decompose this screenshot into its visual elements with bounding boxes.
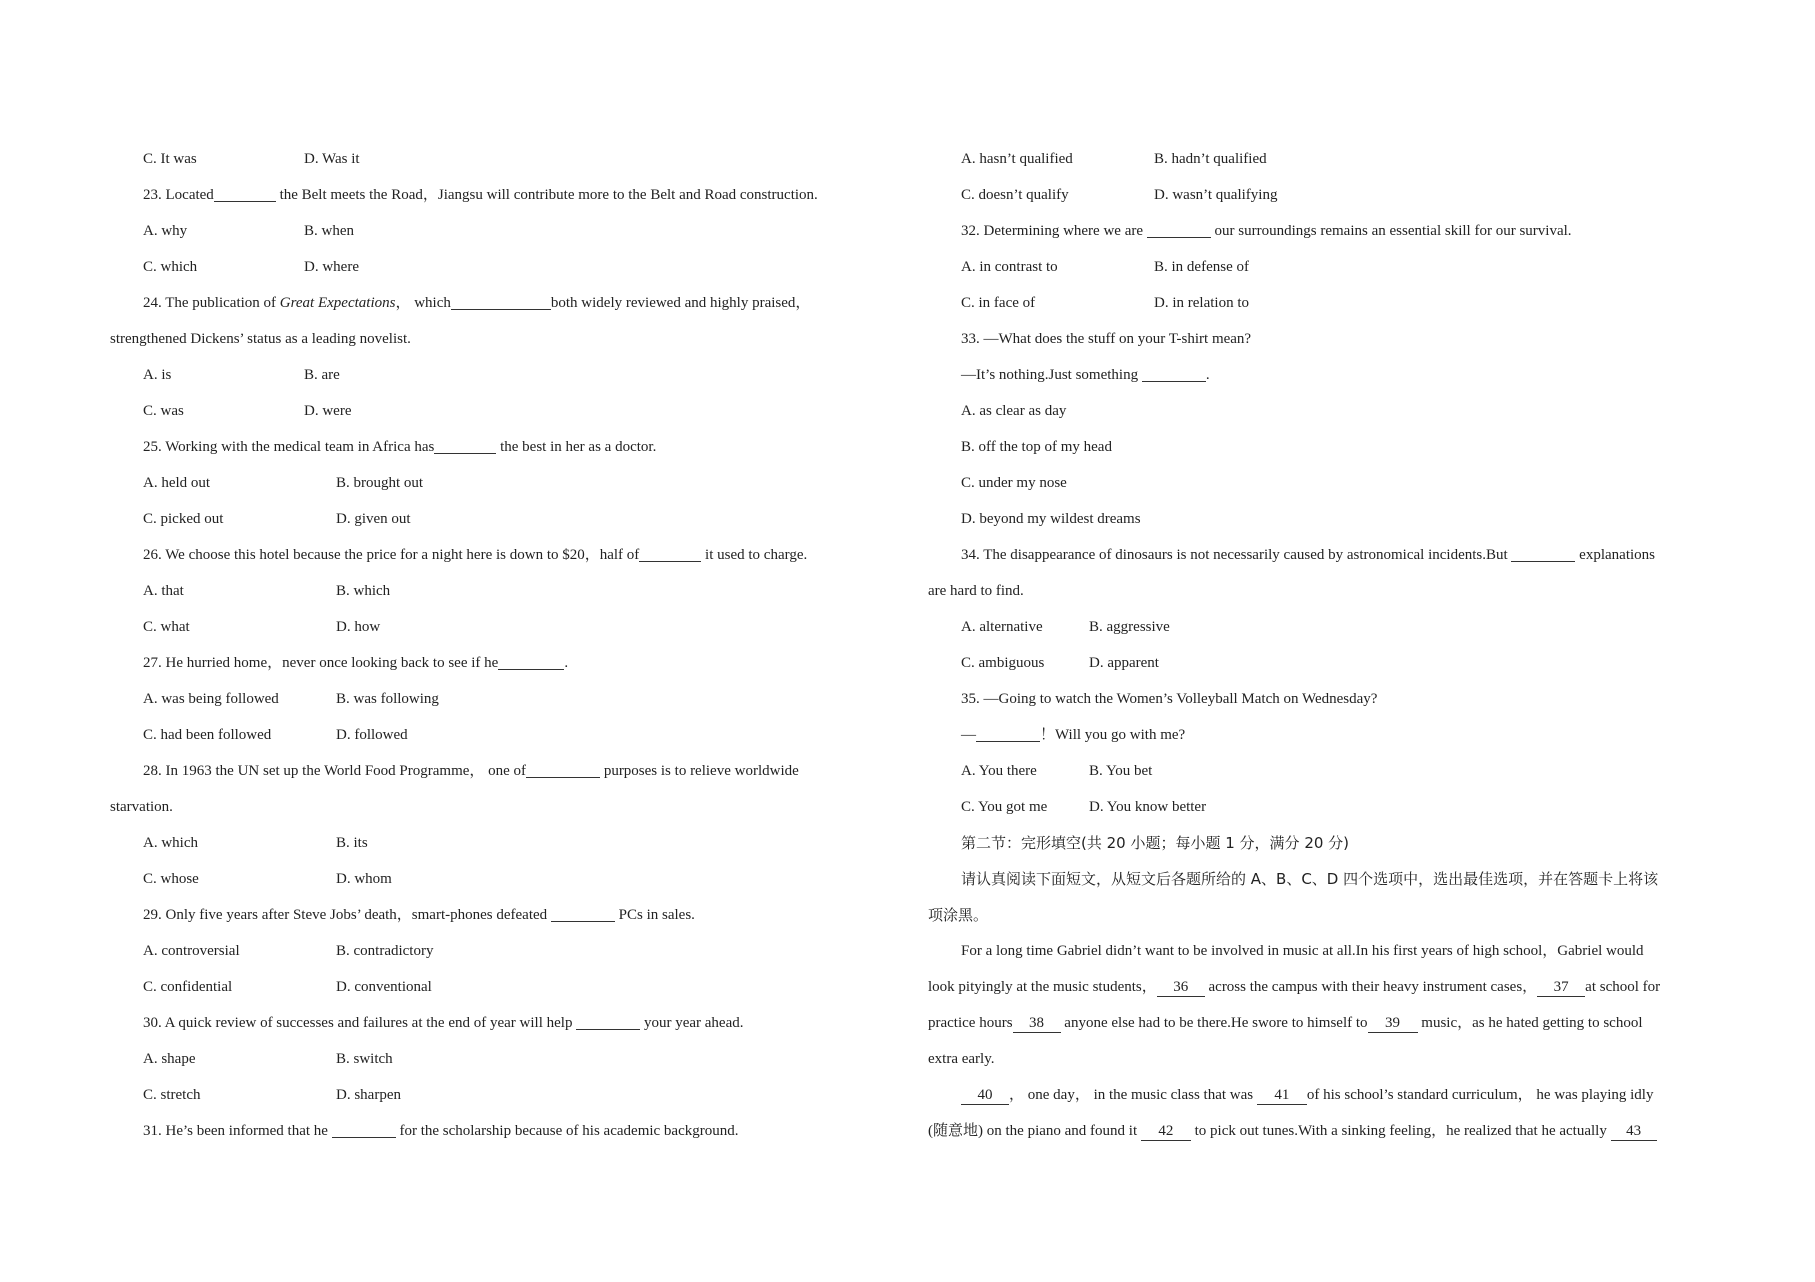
question-33-reply (928, 357, 1711, 393)
option-c: C. confidential (143, 979, 233, 995)
passage-text: music，as he hated getting to school (1417, 1015, 1643, 1031)
option-c: C. had been followed (143, 727, 272, 743)
question-31 (110, 1113, 896, 1149)
passage-text: to pick out tunes.With a sinking feeling，he realized that he actually (1190, 1123, 1611, 1139)
question-34 (928, 537, 1711, 573)
question-28-continued: starvation. (110, 799, 173, 815)
option-c: C. in face of (961, 295, 1036, 311)
question-text: your year ahead. (640, 1015, 744, 1031)
option-a: A. shape (143, 1051, 196, 1067)
passage-line-5 (928, 1077, 1711, 1113)
answer-blank (1147, 222, 1211, 238)
option-a: A. was being followed (143, 691, 279, 707)
answer-blank (1142, 366, 1206, 382)
question-text: 29. Only five years after Steve Jobs’ death，smart-phones defeated (143, 907, 551, 923)
option-d: D. beyond my wildest dreams (961, 511, 1141, 527)
option-c: C. what (143, 619, 190, 635)
question-text: both widely reviewed and highly praised， (550, 295, 811, 311)
question-text: 31. He’s been informed that he (143, 1123, 332, 1139)
option-d: D. Was it (304, 151, 360, 167)
option-d: D. followed (336, 727, 408, 743)
question-text: — (961, 727, 976, 743)
option-a: A. held out (143, 475, 211, 491)
cloze-blank-37: 37 (1537, 978, 1585, 997)
question-24 (110, 285, 896, 321)
question-29 (110, 897, 896, 933)
question-24-continued: strengthened Dickens’ status as a leading novelist. (110, 331, 411, 347)
passage-text: ， one day， in the music class that was (1009, 1087, 1257, 1103)
question-text: 25. Working with the medical team in Africa has (143, 439, 435, 455)
passage-text: (随意地) on the piano and found it (928, 1123, 1141, 1139)
question-text: . (1205, 367, 1210, 383)
q24-options-cd (110, 393, 896, 429)
cloze-blank-38: 38 (1013, 1014, 1061, 1033)
cloze-blank-42: 42 (1141, 1122, 1191, 1141)
q27-options-cd (110, 717, 896, 753)
option-a: A. controversial (143, 943, 240, 959)
option-c: C. whose (143, 871, 199, 887)
q32-options-cd (928, 285, 1711, 321)
option-d: D. wasn’t qualifying (1154, 187, 1278, 203)
q27-options-ab (110, 681, 896, 717)
passage-text: anyone else had to be there.He swore to himself to (1060, 1015, 1368, 1031)
q24-options-ab (110, 357, 896, 393)
q28-options-ab (110, 825, 896, 861)
option-a: A. which (143, 835, 198, 851)
option-d: D. given out (336, 511, 411, 527)
question-23 (110, 177, 896, 213)
option-b: B. in defense of (1154, 259, 1249, 275)
q31-options-cd (928, 177, 1711, 213)
option-b: B. hadn’t qualified (1154, 151, 1267, 167)
option-b: B. switch (336, 1051, 393, 1067)
option-c: C. was (143, 403, 184, 419)
right-column (928, 141, 1711, 1149)
question-text: 23. Located (143, 187, 214, 203)
option-b: B. was following (336, 691, 439, 707)
option-d: D. how (336, 619, 381, 635)
cloze-blank-43: 43 (1611, 1122, 1657, 1141)
passage-line-2 (928, 969, 1711, 1005)
section-2-heading: 第二节：完形填空(共 20 小题；每小题 1 分，满分 20 分) (961, 834, 1350, 852)
q32-options-ab (928, 249, 1711, 285)
option-a: A. hasn’t qualified (961, 151, 1073, 167)
answer-blank (976, 726, 1040, 742)
question-28 (110, 753, 896, 789)
question-text: 28. In 1963 the UN set up the World Food Programme， one of (143, 763, 527, 779)
q31-options-ab (928, 141, 1711, 177)
q30-options-cd (110, 1077, 896, 1113)
answer-blank (551, 906, 615, 922)
instructions: 请认真阅读下面短文，从短文后各题所给的 A、B、C、D 四个选项中，选出最佳选项，并在答题卡上将该 (961, 870, 1659, 888)
q23-options-ab (110, 213, 896, 249)
q23-options-cd (110, 249, 896, 285)
option-c: C. You got me (961, 799, 1048, 815)
question-27 (110, 645, 896, 681)
option-a: A. as clear as day (961, 403, 1067, 419)
passage-text: of his school’s standard curriculum， he was playing idly (1306, 1087, 1654, 1103)
option-c: C. picked out (143, 511, 224, 527)
question-30 (110, 1005, 896, 1041)
answer-blank (576, 1014, 640, 1030)
q28-options-cd (110, 861, 896, 897)
question-35: 35. —Going to watch the Women’s Volleyball Match on Wednesday? (961, 691, 1378, 707)
question-text: 32. Determining where we are (961, 223, 1147, 239)
instructions-continued: 项涂黑。 (928, 906, 989, 924)
book-title: Great Expectations (279, 295, 396, 311)
question-text: 27. He hurried home，never once looking back to see if he (143, 655, 499, 671)
option-d: D. whom (336, 871, 392, 887)
option-d: D. were (304, 403, 352, 419)
cloze-blank-39: 39 (1368, 1014, 1418, 1033)
q25-options-ab (110, 465, 896, 501)
q30-options-ab (110, 1041, 896, 1077)
q34-options-ab (928, 609, 1711, 645)
option-d: D. in relation to (1154, 295, 1249, 311)
question-text: 30. A quick review of successes and failures at the end of year will help (143, 1015, 577, 1031)
q26-options-ab (110, 573, 896, 609)
passage-text: across the campus with their heavy instrument cases， (1204, 979, 1538, 995)
option-c: C. stretch (143, 1087, 201, 1103)
q29-options-ab (110, 933, 896, 969)
option-b: B. contradictory (336, 943, 434, 959)
question-text: ！Will you go with me? (1040, 727, 1186, 743)
q22-options-cd (110, 141, 896, 177)
option-a: A. that (143, 583, 184, 599)
q35-options-cd (928, 789, 1711, 825)
question-text: 26. We choose this hotel because the price for a night here is down to $20，half of (143, 547, 640, 563)
option-c: C. under my nose (961, 475, 1067, 491)
option-b: B. its (336, 835, 368, 851)
option-c: C. which (143, 259, 198, 275)
question-34-continued: are hard to find. (928, 583, 1024, 599)
question-32 (928, 213, 1711, 249)
option-d: D. You know better (1089, 799, 1207, 815)
passage-text: look pityingly at the music students， (928, 979, 1157, 995)
option-b: B. You bet (1089, 763, 1153, 779)
question-text: explanations (1575, 547, 1655, 563)
question-text: it used to charge. (701, 547, 808, 563)
option-c: C. ambiguous (961, 655, 1045, 671)
question-text: . (564, 655, 569, 671)
option-d: D. where (304, 259, 359, 275)
q26-options-cd (110, 609, 896, 645)
passage-line-6 (928, 1113, 1711, 1149)
answer-blank (1511, 546, 1575, 562)
option-d: D. apparent (1089, 655, 1159, 671)
question-text: 34. The disappearance of dinosaurs is not necessarily caused by astronomical incidents.But (961, 547, 1512, 563)
question-text: —It’s nothing.Just something (961, 367, 1142, 383)
question-text: the Belt meets the Road，Jiangsu will contribute more to the Belt and Road construction. (275, 187, 818, 203)
q25-options-cd (110, 501, 896, 537)
option-c: C. It was (143, 151, 197, 167)
option-a: A. alternative (961, 619, 1043, 635)
option-d: D. conventional (336, 979, 432, 995)
option-a: A. why (143, 223, 188, 239)
option-b: B. are (304, 367, 340, 383)
cloze-blank-41: 41 (1257, 1086, 1307, 1105)
question-26 (110, 537, 896, 573)
option-b: B. off the top of my head (961, 439, 1112, 455)
question-text: the best in her as a doctor. (496, 439, 657, 455)
q29-options-cd (110, 969, 896, 1005)
option-a: A. in contrast to (961, 259, 1058, 275)
passage-text: practice hours (928, 1015, 1013, 1031)
passage-line-1: For a long time Gabriel didn’t want to be involved in music at all.In his first years of high school，Gabriel would (961, 943, 1644, 959)
question-text: purposes is to relieve worldwide (600, 763, 799, 779)
question-text: PCs in sales. (614, 907, 695, 923)
left-column (110, 141, 896, 1149)
option-a: A. You there (961, 763, 1037, 779)
answer-blank (214, 186, 276, 202)
option-a: A. is (143, 367, 172, 383)
passage-line-4: extra early. (928, 1051, 995, 1067)
answer-blank (639, 546, 701, 562)
question-33: 33. —What does the stuff on your T-shirt mean? (961, 331, 1252, 347)
option-b: B. which (336, 583, 391, 599)
question-25 (110, 429, 896, 465)
question-text: our surroundings remains an essential skill for our survival. (1210, 223, 1572, 239)
cloze-blank-40: 40 (961, 1086, 1009, 1105)
option-b: B. brought out (336, 475, 424, 491)
question-text: ， which (395, 295, 451, 311)
option-b: B. aggressive (1089, 619, 1170, 635)
q35-options-ab (928, 753, 1711, 789)
answer-blank (498, 654, 564, 670)
passage-text: at school for (1585, 979, 1661, 995)
answer-blank (526, 762, 600, 778)
answer-blank (434, 438, 496, 454)
option-b: B. when (304, 223, 354, 239)
passage-line-3 (928, 1005, 1711, 1041)
q34-options-cd (928, 645, 1711, 681)
question-35-reply (928, 717, 1711, 753)
option-c: C. doesn’t qualify (961, 187, 1069, 203)
question-text: for the scholarship because of his academic background. (395, 1123, 739, 1139)
answer-blank (332, 1122, 396, 1138)
question-text: 24. The publication of (143, 295, 280, 311)
answer-blank (451, 294, 551, 310)
option-d: D. sharpen (336, 1087, 401, 1103)
cloze-blank-36: 36 (1157, 978, 1205, 997)
